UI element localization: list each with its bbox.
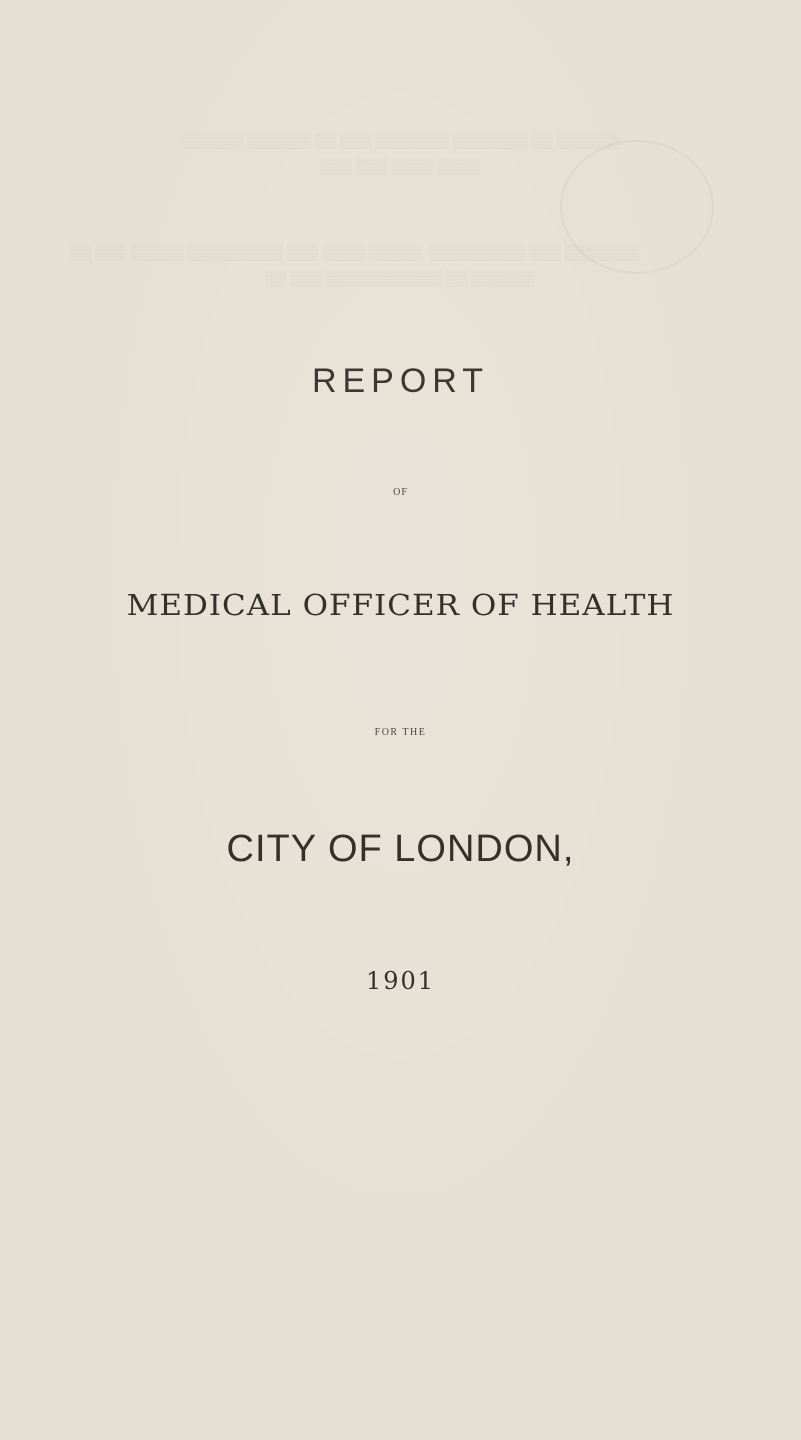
report-year: 1901 (365, 967, 436, 995)
office-title: MEDICAL OFFICER OF HEALTH (126, 589, 675, 623)
connector-for-the: FOR THE (374, 727, 427, 738)
bleed-through-stamp (560, 140, 714, 274)
connector-of: OF (393, 487, 408, 498)
bleed-through-text: ▒▒▒▒▒▒ ▒▒▒▒▒▒ ▒▒ ▒▒▒ ▒▒▒▒▒▒▒ ▒▒▒▒▒▒▒ ▒▒ ▒▒▒▒▒▒ ▒▒▒ ▒▒▒ ▒▒▒▒ ▒▒▒▒ ▒▒ ▒▒▒ ▒▒▒▒▒ ▒▒▒▒▒▒▒▒▒ ▒▒▒ ▒▒▒▒ ▒▒▒▒▒, ▒▒▒▒▒▒▒▒▒ ▒▒▒ ▒▒▒▒▒▒▒ ▒▒ ▒▒▒ ▒▒▒▒▒▒▒▒▒▒▒ ▒▒ ▒▒▒▒▒▒ (70, 133, 639, 287)
place-name: CITY OF LONDON, (226, 828, 575, 870)
report-heading: REPORT (311, 362, 490, 400)
